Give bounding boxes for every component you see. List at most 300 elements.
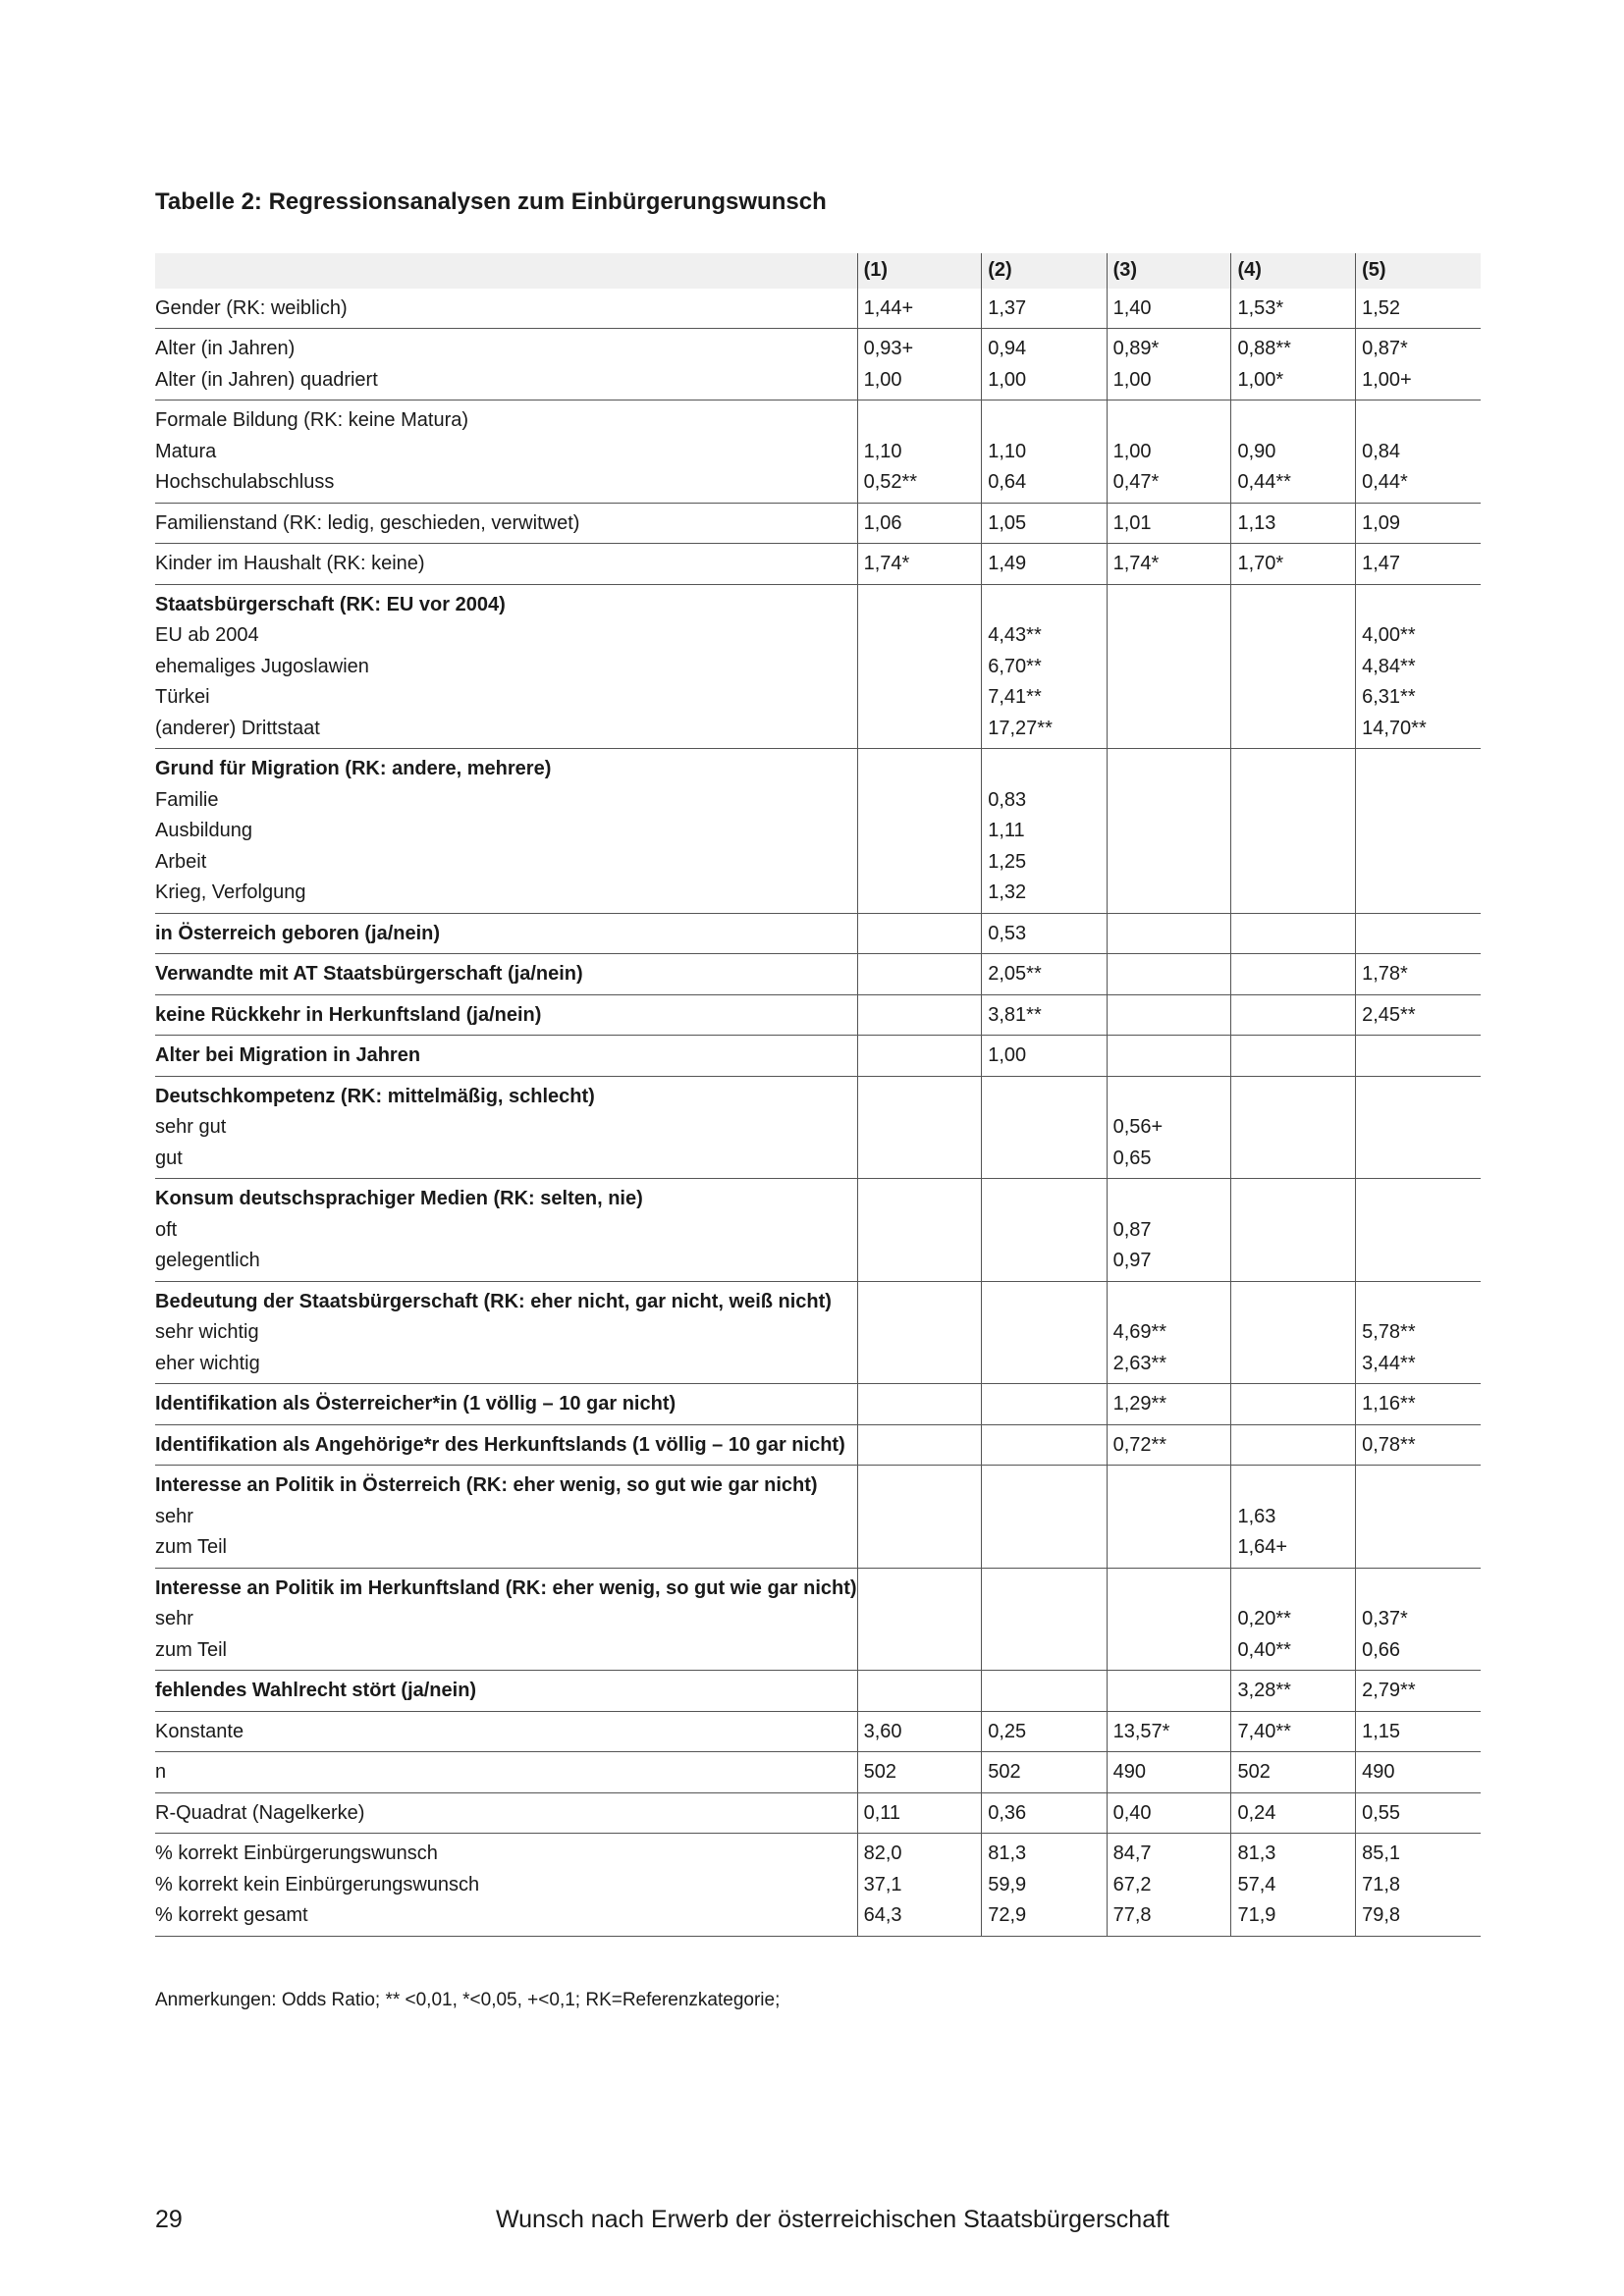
- cell-value: 1,78*: [1362, 963, 1408, 985]
- value-cell-model-2: [982, 1036, 1107, 1077]
- cell-value: [1362, 1574, 1481, 1605]
- cell-value: [1362, 785, 1481, 817]
- value-cell-model-4: [1231, 584, 1356, 749]
- cell-value: 82,0: [863, 1842, 902, 1864]
- value-cell-model-2: [982, 1792, 1107, 1834]
- cell-value: [1362, 1082, 1481, 1113]
- cell-value: [864, 1676, 982, 1707]
- table-row: [155, 994, 1481, 1036]
- row-sublabel: EU ab 2004: [155, 624, 259, 646]
- row-sublabel: Türkei: [155, 686, 210, 708]
- cell-value: [864, 1041, 982, 1072]
- value-cell-model-2: [982, 749, 1107, 914]
- cell-value: 81,3: [988, 1842, 1027, 1864]
- cell-value: 4,43**: [988, 624, 1042, 646]
- value-cell-model-1: [857, 1076, 982, 1179]
- value-cell-model-1: [857, 1424, 982, 1466]
- value-cell-model-4: [1231, 1752, 1356, 1793]
- column-header: (1): [857, 253, 982, 289]
- value-cell-model-1: [857, 544, 982, 585]
- cell-value: [864, 1430, 982, 1462]
- cell-value: 0,94: [988, 338, 1027, 359]
- value-cell-model-2: [982, 1281, 1107, 1384]
- cell-value: 1,00: [1112, 368, 1152, 391]
- cell-value: 1,16**: [1362, 1393, 1416, 1415]
- cell-value: [864, 919, 982, 950]
- value-cell-model-5: [1356, 749, 1481, 914]
- cell-value: [1362, 1502, 1481, 1533]
- table-row: [155, 1711, 1481, 1752]
- cell-value: 1,29**: [1112, 1393, 1167, 1415]
- value-cell-model-1: [857, 913, 982, 954]
- cell-value: 0,55: [1362, 1801, 1401, 1824]
- table-row: [155, 1179, 1481, 1282]
- cell-value: [1113, 682, 1231, 714]
- cell-value: 6,31**: [1362, 686, 1416, 708]
- value-cell-model-2: [982, 1711, 1107, 1752]
- value-cell-model-5: [1356, 329, 1481, 400]
- cell-value: 5,78**: [1362, 1321, 1416, 1343]
- cell-value: 77,8: [1112, 1904, 1152, 1926]
- row-sublabel: Ausbildung: [155, 820, 252, 841]
- table-row: [155, 913, 1481, 954]
- cell-value: [1113, 1000, 1231, 1032]
- cell-value: [1237, 785, 1355, 817]
- value-cell-model-4: [1231, 329, 1356, 400]
- table-row: [155, 1466, 1481, 1569]
- column-header: (2): [982, 253, 1107, 289]
- row-sublabel: (anderer) Drittstaat: [155, 717, 320, 739]
- value-cell-model-2: [982, 503, 1107, 544]
- cell-value: [1362, 878, 1481, 909]
- row-label: n: [155, 1761, 167, 1783]
- cell-value: 14,70**: [1362, 717, 1427, 739]
- cell-value: [988, 1317, 1106, 1349]
- cell-value: 1,06: [863, 511, 902, 534]
- cell-value: [988, 1349, 1106, 1380]
- value-cell-model-1: [857, 503, 982, 544]
- row-label-cell: [155, 1179, 857, 1282]
- cell-value: 1,25: [988, 850, 1027, 873]
- cell-value: 1,47: [1362, 553, 1401, 574]
- value-cell-model-2: [982, 289, 1107, 329]
- cell-value: [988, 405, 1106, 437]
- row-sublabel: ehemaliges Jugoslawien: [155, 655, 369, 677]
- value-cell-model-3: [1107, 1281, 1231, 1384]
- value-cell-model-3: [1107, 1834, 1231, 1937]
- cell-value: 502: [988, 1761, 1021, 1783]
- cell-value: 0,40: [1112, 1801, 1152, 1824]
- cell-value: [864, 1317, 982, 1349]
- cell-value: 0,25: [988, 1720, 1027, 1742]
- cell-value: 1,74*: [1112, 553, 1160, 574]
- cell-value: 1,00: [988, 368, 1027, 391]
- cell-value: [864, 1389, 982, 1420]
- cell-value: [1237, 620, 1355, 652]
- cell-value: [1237, 1430, 1355, 1462]
- cell-value: [1362, 754, 1481, 785]
- cell-value: [1362, 1215, 1481, 1247]
- value-cell-model-4: [1231, 913, 1356, 954]
- row-label: Kinder im Haushalt (RK: keine): [155, 553, 425, 574]
- cell-value: 0,44**: [1237, 471, 1291, 493]
- cell-value: 7,40**: [1237, 1720, 1291, 1742]
- row-label: Deutschkompetenz (RK: mittelmäßig, schlecht): [155, 1085, 595, 1107]
- cell-value: 1,00: [863, 368, 902, 391]
- cell-value: 0,20**: [1237, 1608, 1291, 1629]
- value-cell-model-3: [1107, 1752, 1231, 1793]
- cell-value: 1,01: [1112, 511, 1152, 534]
- cell-value: 0,24: [1237, 1801, 1276, 1824]
- cell-value: [1237, 754, 1355, 785]
- cell-value: 502: [1237, 1761, 1271, 1783]
- cell-value: 37,1: [863, 1873, 902, 1896]
- cell-value: [1362, 1246, 1481, 1277]
- cell-value: 72,9: [988, 1904, 1027, 1926]
- row-sublabel: gut: [155, 1147, 183, 1169]
- cell-value: [1362, 1041, 1481, 1072]
- cell-value: 1,52: [1362, 296, 1401, 319]
- value-cell-model-4: [1231, 1179, 1356, 1282]
- cell-value: 0,87*: [1362, 338, 1408, 359]
- cell-value: 1,10: [863, 440, 902, 462]
- value-cell-model-5: [1356, 1834, 1481, 1937]
- value-cell-model-2: [982, 1834, 1107, 1937]
- table-row: [155, 1568, 1481, 1671]
- cell-value: [1113, 1041, 1231, 1072]
- cell-value: [864, 785, 982, 817]
- value-cell-model-2: [982, 329, 1107, 400]
- cell-value: [864, 1604, 982, 1635]
- row-sublabel: Alter (in Jahren) quadriert: [155, 368, 378, 391]
- cell-value: 0,44*: [1362, 471, 1408, 493]
- cell-value: [1237, 714, 1355, 745]
- cell-value: [988, 1144, 1106, 1175]
- cell-value: [1113, 652, 1231, 683]
- cell-value: 3,44**: [1362, 1352, 1416, 1374]
- cell-value: [1237, 1041, 1355, 1072]
- value-cell-model-5: [1356, 289, 1481, 329]
- value-cell-model-1: [857, 1036, 982, 1077]
- row-label-cell: [155, 913, 857, 954]
- value-cell-model-3: [1107, 913, 1231, 954]
- value-cell-model-1: [857, 400, 982, 504]
- cell-value: [1113, 785, 1231, 817]
- row-sublabel: sehr: [155, 1505, 193, 1527]
- value-cell-model-3: [1107, 503, 1231, 544]
- row-label: Grund für Migration (RK: andere, mehrere): [155, 758, 552, 779]
- table-row: [155, 503, 1481, 544]
- cell-value: [864, 878, 982, 909]
- column-header: (3): [1107, 253, 1231, 289]
- cell-value: [864, 590, 982, 621]
- value-cell-model-4: [1231, 1568, 1356, 1671]
- cell-value: [988, 1112, 1106, 1144]
- value-cell-model-4: [1231, 544, 1356, 585]
- value-cell-model-1: [857, 584, 982, 749]
- cell-value: 1,63: [1237, 1505, 1276, 1527]
- row-label-cell: [155, 1568, 857, 1671]
- cell-value: 84,7: [1112, 1842, 1152, 1864]
- regression-table: [155, 253, 1481, 1937]
- row-label-cell: [155, 1076, 857, 1179]
- cell-value: 79,8: [1362, 1904, 1401, 1926]
- cell-value: 6,70**: [988, 655, 1042, 677]
- table-row: [155, 1424, 1481, 1466]
- row-label: Staatsbürgerschaft (RK: EU vor 2004): [155, 593, 506, 615]
- cell-value: [988, 1502, 1106, 1533]
- cell-value: [864, 1215, 982, 1247]
- row-sublabel: eher wichtig: [155, 1352, 260, 1374]
- value-cell-model-4: [1231, 400, 1356, 504]
- value-cell-model-5: [1356, 1036, 1481, 1077]
- value-cell-model-5: [1356, 954, 1481, 995]
- cell-value: 0,89*: [1112, 338, 1160, 359]
- cell-value: [1362, 1144, 1481, 1175]
- cell-value: [988, 754, 1106, 785]
- cell-value: 13,57*: [1112, 1720, 1170, 1742]
- value-cell-model-3: [1107, 1568, 1231, 1671]
- cell-value: 1,37: [988, 296, 1027, 319]
- cell-value: 1,10: [988, 440, 1027, 462]
- value-cell-model-5: [1356, 1424, 1481, 1466]
- row-label: % korrekt Einbürgerungswunsch: [155, 1842, 438, 1864]
- value-cell-model-2: [982, 1384, 1107, 1425]
- row-label-cell: [155, 289, 857, 329]
- cell-value: [988, 1389, 1106, 1420]
- cell-value: 2,05**: [988, 963, 1042, 985]
- cell-value: [864, 1635, 982, 1667]
- cell-value: 0,66: [1362, 1638, 1401, 1661]
- value-cell-model-5: [1356, 913, 1481, 954]
- cell-value: [988, 1532, 1106, 1564]
- row-label: R-Quadrat (Nagelkerke): [155, 1801, 365, 1824]
- value-cell-model-3: [1107, 544, 1231, 585]
- value-cell-model-1: [857, 1834, 982, 1937]
- value-cell-model-1: [857, 994, 982, 1036]
- cell-value: [988, 1287, 1106, 1318]
- value-cell-model-4: [1231, 1036, 1356, 1077]
- row-label: Interesse an Politik in Österreich (RK: eher wenig, so gut wie gar nicht): [155, 1474, 818, 1496]
- value-cell-model-1: [857, 749, 982, 914]
- row-label-cell: [155, 329, 857, 400]
- cell-value: [864, 1574, 982, 1605]
- cell-value: [1113, 754, 1231, 785]
- cell-value: 1,11: [988, 820, 1025, 841]
- cell-value: 0,78**: [1362, 1433, 1416, 1456]
- column-header: (5): [1356, 253, 1481, 289]
- value-cell-model-4: [1231, 1711, 1356, 1752]
- cell-value: [864, 816, 982, 847]
- cell-value: [1113, 878, 1231, 909]
- value-cell-model-3: [1107, 329, 1231, 400]
- cell-value: 7,41**: [988, 686, 1042, 708]
- row-label-cell: [155, 503, 857, 544]
- row-label: Formale Bildung (RK: keine Matura): [155, 409, 469, 431]
- cell-value: [1113, 1082, 1231, 1113]
- value-cell-model-1: [857, 289, 982, 329]
- cell-value: [864, 405, 982, 437]
- cell-value: [864, 1287, 982, 1318]
- cell-value: [988, 1184, 1106, 1215]
- value-cell-model-1: [857, 954, 982, 995]
- table-header-row: [155, 253, 1481, 289]
- cell-value: [1362, 1184, 1481, 1215]
- value-cell-model-4: [1231, 749, 1356, 914]
- cell-value: [1113, 1287, 1231, 1318]
- cell-value: 0,53: [988, 922, 1027, 944]
- row-sublabel: Familie: [155, 788, 219, 811]
- row-label-cell: [155, 1752, 857, 1793]
- column-header: [155, 253, 857, 289]
- table-row: [155, 749, 1481, 914]
- value-cell-model-2: [982, 584, 1107, 749]
- row-label-cell: [155, 1792, 857, 1834]
- row-label: Identifikation als Angehörige*r des Herkunftslands (1 völlig – 10 gar nicht): [155, 1433, 845, 1456]
- row-label: Alter bei Migration in Jahren: [155, 1044, 421, 1066]
- cell-value: [988, 1246, 1106, 1277]
- value-cell-model-1: [857, 1671, 982, 1712]
- cell-value: 1,32: [988, 881, 1027, 903]
- cell-value: 0,97: [1112, 1250, 1152, 1271]
- value-cell-model-2: [982, 544, 1107, 585]
- row-sublabel: zum Teil: [155, 1536, 227, 1558]
- cell-value: [1237, 1470, 1355, 1502]
- table-row: [155, 400, 1481, 504]
- value-cell-model-5: [1356, 1671, 1481, 1712]
- cell-value: 85,1: [1362, 1842, 1401, 1864]
- cell-value: [1113, 1184, 1231, 1215]
- cell-value: [1237, 1000, 1355, 1032]
- cell-value: [1113, 714, 1231, 745]
- row-sublabel: Krieg, Verfolgung: [155, 881, 306, 903]
- value-cell-model-5: [1356, 503, 1481, 544]
- value-cell-model-3: [1107, 1384, 1231, 1425]
- cell-value: [1113, 1604, 1231, 1635]
- cell-value: 1,05: [988, 511, 1027, 534]
- value-cell-model-5: [1356, 400, 1481, 504]
- value-cell-model-1: [857, 1466, 982, 1569]
- cell-value: 1,00*: [1237, 368, 1284, 391]
- row-label-cell: [155, 1834, 857, 1937]
- cell-value: [1237, 1215, 1355, 1247]
- cell-value: [988, 590, 1106, 621]
- cell-value: 71,8: [1362, 1873, 1401, 1896]
- cell-value: [864, 1470, 982, 1502]
- value-cell-model-1: [857, 329, 982, 400]
- row-label-cell: [155, 954, 857, 995]
- row-sublabel: Arbeit: [155, 850, 207, 873]
- value-cell-model-4: [1231, 1384, 1356, 1425]
- row-label: in Österreich geboren (ja/nein): [155, 922, 441, 944]
- cell-value: 0,11: [863, 1801, 901, 1824]
- row-label-cell: [155, 584, 857, 749]
- cell-value: [1362, 1470, 1481, 1502]
- cell-value: [864, 1349, 982, 1380]
- row-label-cell: [155, 1466, 857, 1569]
- cell-value: [864, 1184, 982, 1215]
- cell-value: [1362, 1287, 1481, 1318]
- value-cell-model-3: [1107, 400, 1231, 504]
- row-label: keine Rückkehr in Herkunftsland (ja/nein): [155, 1003, 542, 1026]
- cell-value: [1362, 919, 1481, 950]
- cell-value: [864, 1532, 982, 1564]
- cell-value: [1237, 1246, 1355, 1277]
- cell-value: [1237, 847, 1355, 879]
- cell-value: 4,84**: [1362, 655, 1416, 677]
- value-cell-model-4: [1231, 1424, 1356, 1466]
- value-cell-model-1: [857, 1568, 982, 1671]
- cell-value: [1113, 919, 1231, 950]
- cell-value: 0,84: [1362, 440, 1401, 462]
- cell-value: 71,9: [1237, 1904, 1276, 1926]
- row-label: Identifikation als Österreicher*in (1 völlig – 10 gar nicht): [155, 1393, 677, 1415]
- cell-value: 0,47*: [1112, 471, 1160, 493]
- cell-value: [1237, 1389, 1355, 1420]
- cell-value: [1237, 1112, 1355, 1144]
- cell-value: 17,27**: [988, 717, 1053, 739]
- cell-value: [1237, 1574, 1355, 1605]
- value-cell-model-1: [857, 1752, 982, 1793]
- table-row: [155, 584, 1481, 749]
- cell-value: 1,40: [1112, 296, 1152, 319]
- running-title: Wunsch nach Erwerb der österreichischen Staatsbürgerschaft: [496, 2206, 1169, 2233]
- row-sublabel: sehr: [155, 1608, 193, 1629]
- value-cell-model-4: [1231, 289, 1356, 329]
- row-sublabel: % korrekt kein Einbürgerungswunsch: [155, 1873, 480, 1896]
- cell-value: [1362, 590, 1481, 621]
- cell-value: 0,72**: [1112, 1433, 1167, 1456]
- value-cell-model-2: [982, 400, 1107, 504]
- cell-value: [864, 714, 982, 745]
- table-row: [155, 954, 1481, 995]
- cell-value: [1237, 652, 1355, 683]
- cell-value: 3,81**: [988, 1003, 1042, 1026]
- value-cell-model-3: [1107, 1671, 1231, 1712]
- value-cell-model-4: [1231, 503, 1356, 544]
- cell-value: 490: [1112, 1761, 1146, 1783]
- cell-value: 4,00**: [1362, 624, 1416, 646]
- row-label-cell: [155, 1711, 857, 1752]
- cell-value: [1237, 1082, 1355, 1113]
- value-cell-model-5: [1356, 1281, 1481, 1384]
- row-label: fehlendes Wahlrecht stört (ja/nein): [155, 1680, 477, 1701]
- value-cell-model-3: [1107, 1792, 1231, 1834]
- cell-value: [1237, 1144, 1355, 1175]
- cell-value: 0,83: [988, 788, 1027, 811]
- cell-value: [1237, 878, 1355, 909]
- row-label-cell: [155, 749, 857, 914]
- value-cell-model-3: [1107, 584, 1231, 749]
- cell-value: 2,45**: [1362, 1003, 1416, 1026]
- cell-value: 59,9: [988, 1873, 1027, 1896]
- cell-value: [1113, 1470, 1231, 1502]
- cell-value: [1113, 959, 1231, 990]
- cell-value: [1362, 405, 1481, 437]
- value-cell-model-5: [1356, 1568, 1481, 1671]
- cell-value: [1113, 1502, 1231, 1533]
- cell-value: 1,00: [1112, 440, 1152, 462]
- value-cell-model-3: [1107, 1036, 1231, 1077]
- cell-value: 0,65: [1112, 1147, 1152, 1169]
- cell-value: 1,00+: [1362, 368, 1412, 391]
- cell-value: [988, 1082, 1106, 1113]
- table-row: [155, 329, 1481, 400]
- cell-value: 0,64: [988, 471, 1027, 493]
- cell-value: [1113, 1574, 1231, 1605]
- cell-value: 0,56+: [1112, 1116, 1164, 1138]
- cell-value: [1237, 1349, 1355, 1380]
